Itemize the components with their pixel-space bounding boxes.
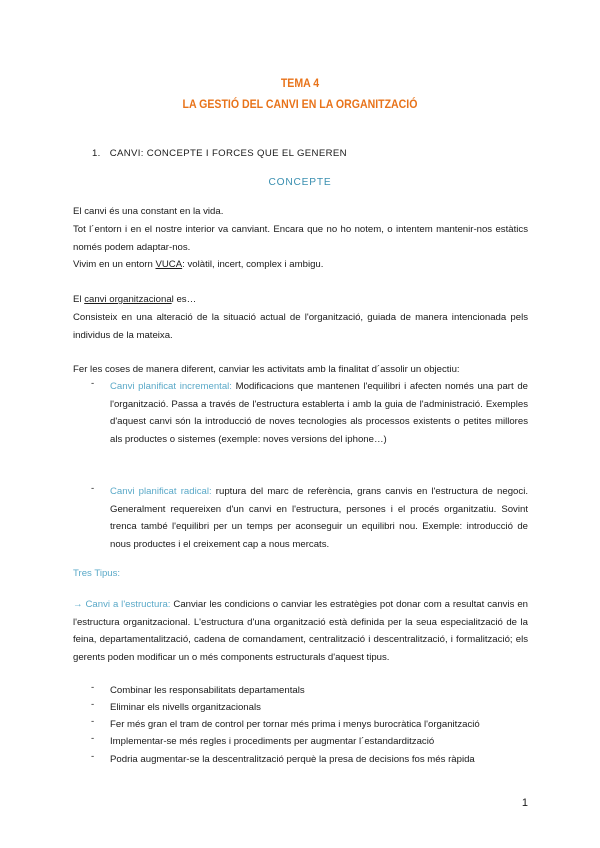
bullet-marker: - (91, 378, 95, 389)
change-type-text: Modificacions que mantenen l'equilibri i afecten només una part de l'organització. Passa a través de l'estructura establerta i amb la guia de l'administració. Exemples d'aquest canvi són la introducció de noves tecnologies als processos existents o petites millores als productes o sistemes (exemple: noves versions del iphone…) (110, 381, 528, 445)
bullet-marker: - (91, 751, 95, 762)
section-title: CANVI: CONCEPTE I FORCES QUE EL GENEREN (109, 148, 347, 159)
intro-line-3-post: : volàtil, incert, complex i ambigu. (182, 259, 324, 270)
document-title-line-1: TEMA 4 (280, 76, 320, 90)
structure-change-label: → Canvi a l'estructura: (73, 599, 171, 610)
structure-bullet-item: Combinar les responsabilitats departamentals (110, 685, 305, 696)
org-change-intro (73, 291, 528, 309)
org-change-definition: Consisteix en una alteració de la situació actual de l'organització, guiada de manera intencionada pels individus de la mateixa. (73, 312, 528, 341)
bullet-marker: - (91, 483, 95, 494)
bullet-marker: - (91, 682, 95, 693)
section-heading (92, 148, 347, 159)
change-type-incremental (110, 378, 528, 448)
document-title-line-2: LA GESTIÓ DEL CANVI EN LA ORGANITZACIÓ (182, 97, 418, 111)
intro-line-3 (73, 256, 528, 274)
change-type-label: Canvi planificat radical: (110, 486, 212, 497)
page-number: 1 (521, 797, 528, 809)
bullet-marker: - (91, 699, 95, 710)
structure-bullet-item: Podria augmentar-se la descentralització perquè la presa de decisions fos més ràpida (110, 754, 475, 765)
structure-change-paragraph (73, 596, 528, 666)
subheading-concepte: CONCEPTE (268, 177, 332, 188)
structure-bullet-item: Fer més gran el tram de control per tornar més prima i menys burocràtica l'organització (110, 719, 480, 730)
intro-line-1: El canvi és una constant en la vida. (73, 206, 224, 217)
org-change-link[interactable]: canvi organitzaciona (84, 294, 172, 305)
intro-line-2: Tot l´entorn i en el nostre interior va canviant. Encara que no ho notem, o intentem mantenir-nos estàtics només podem adaptar-nos. (73, 224, 528, 253)
org-change-pre: El (73, 294, 85, 305)
bullet-marker: - (91, 733, 95, 744)
structure-bullet-item: Implementar-se més regles i procediments per augmentar l´estandardització (110, 736, 435, 747)
change-type-text: ruptura del marc de referència, grans canvis en l'estructura de negoci. Generalment requereixen d'un canvi en l'estructura, persones i el procés organitzatiu. Sovint trenca també l'equilibri per un temps per aconseguir un equilibri nou. Exemple: introducció de nous productes i el creixement cap a nous mercats. (110, 486, 528, 550)
types-intro: Fer les coses de manera diferent, canviar les activitats amb la finalitat d´assolir un objectiu: (73, 364, 460, 375)
section-number: 1. (92, 148, 101, 159)
org-change-post: l es… (171, 294, 197, 305)
change-type-label: Canvi planificat incremental: (110, 381, 232, 392)
intro-line-3-pre: Vivim en un entorn (73, 259, 156, 270)
change-type-radical (110, 483, 528, 553)
structure-change-text: Canviar les condicions o canviar les estratègies pot donar com a resultat canvis en l'estructura organitzacional. L'estructura d'una organització està definida per la seua especialització de la feina, departamentalització, cadena de comandament, centralització i descentralització, i formalització; els gerents poden modificar un o més components estructurals d'aquest tipus. (73, 599, 528, 663)
structure-bullet-item: Eliminar els nivells organitzacionals (110, 702, 261, 713)
vuca-link[interactable]: VUCA (155, 259, 183, 270)
tres-tipus-heading: Tres Tipus: (73, 568, 121, 579)
bullet-marker: - (91, 716, 95, 727)
